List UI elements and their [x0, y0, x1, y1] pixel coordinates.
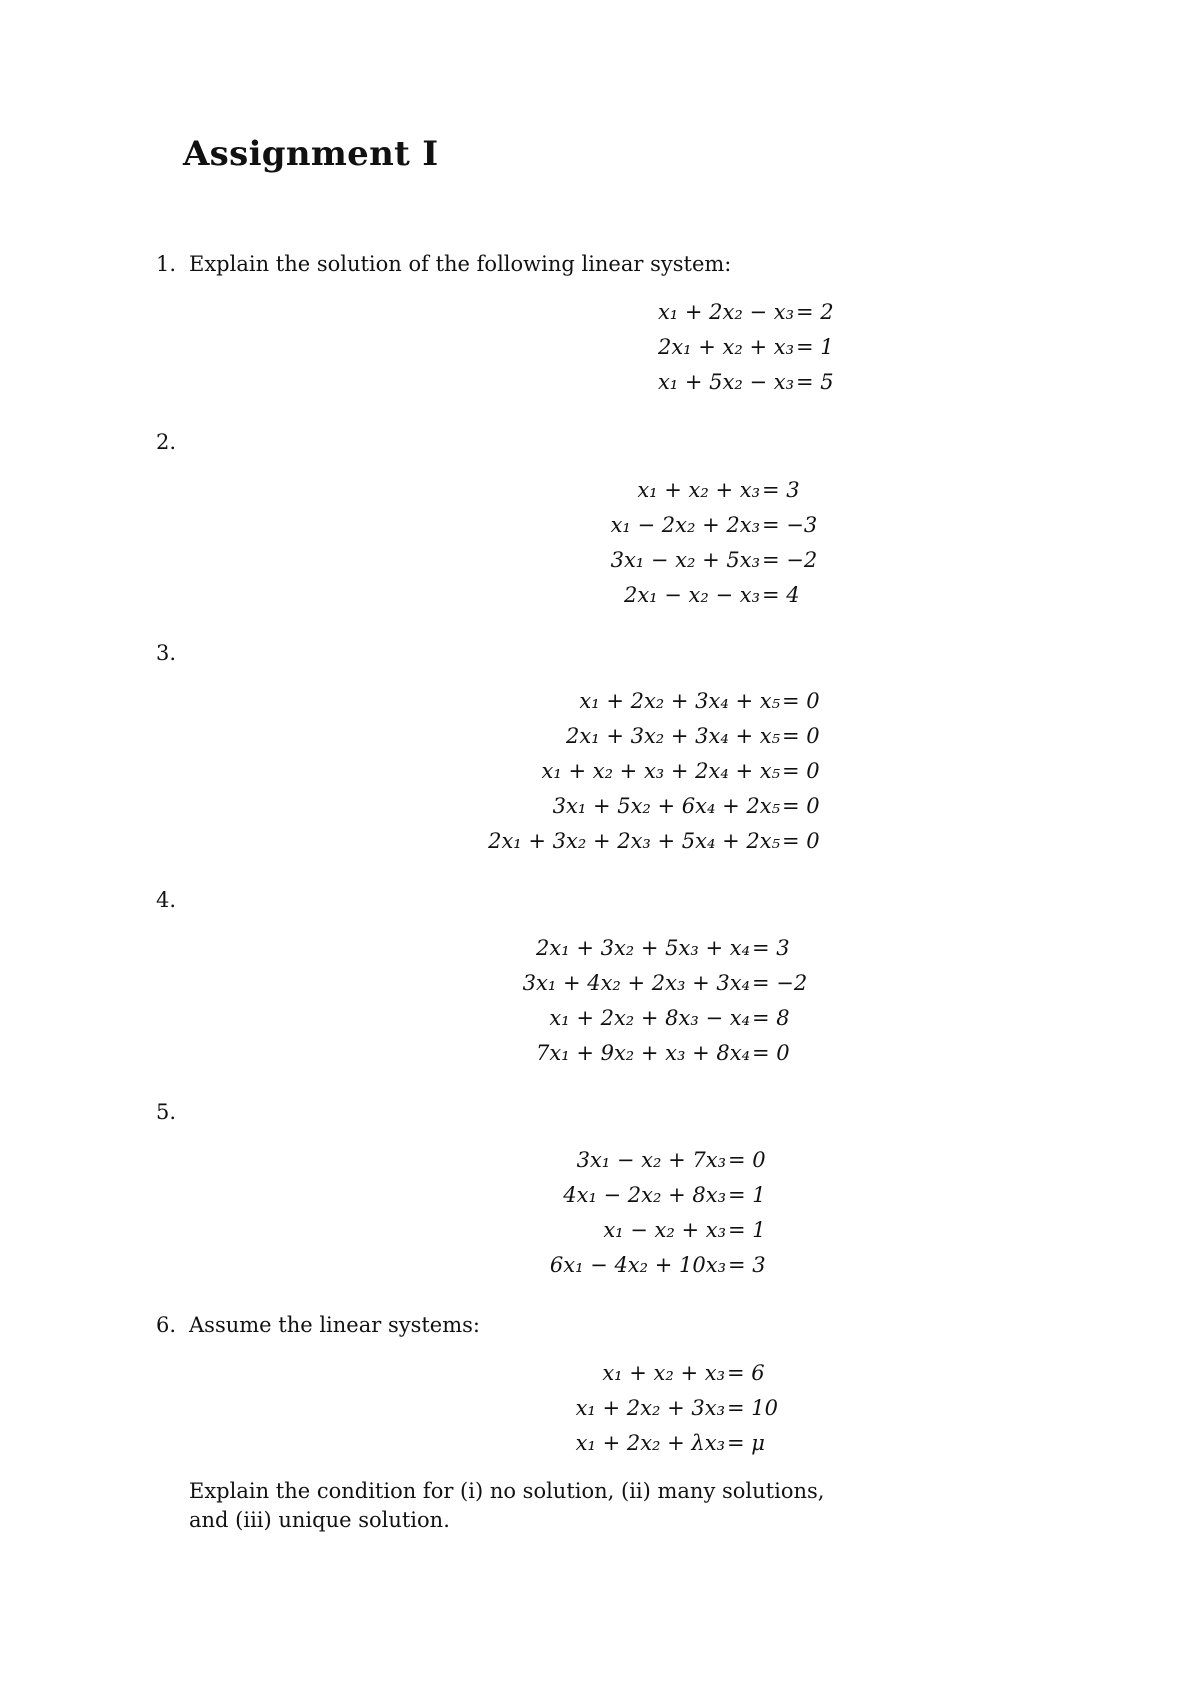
equation-lhs: 6x₁ − 4x₂ + 10x₃	[549, 1253, 726, 1277]
equation-rhs: = 3	[762, 478, 800, 502]
equation-lhs: x₁ + 5x₂ − x₃	[657, 370, 794, 394]
equation-rhs: = 3	[728, 1253, 766, 1277]
equation-rhs: = 0	[782, 829, 820, 853]
equation-rhs: = 5	[796, 370, 834, 394]
equation-lhs: 2x₁ + 3x₂ + 5x₃ + x₄	[536, 936, 750, 960]
equation-rhs: = 10	[727, 1396, 778, 1420]
equation-lhs: x₁ + 2x₂ − x₃	[657, 300, 794, 324]
problem-number: 2.	[156, 430, 177, 454]
equation-rhs: = 1	[796, 335, 834, 359]
equation-rhs: = −2	[752, 971, 808, 995]
equation-rhs: = 0	[782, 794, 820, 818]
problem-note	[189, 1477, 824, 1535]
equation-lhs: 2x₁ + 3x₂ + 3x₄ + x₅	[566, 724, 780, 748]
equation-rhs: = 0	[728, 1148, 766, 1172]
equation-rhs: = μ	[727, 1431, 765, 1455]
note-line: and (iii) unique solution.	[189, 1508, 450, 1532]
equation-rhs: = −2	[762, 548, 818, 572]
note-line: Explain the condition for (i) no solution, (ii) many solutions,	[189, 1479, 825, 1503]
problem-number: 4.	[156, 888, 177, 912]
equation-rhs: = 6	[727, 1361, 765, 1385]
problem-text: Assume the linear systems:	[189, 1313, 480, 1337]
equation-lhs: x₁ + x₂ + x₃ + 2x₄ + x₅	[541, 759, 780, 783]
equation-lhs: x₁ + 2x₂ + 8x₃ − x₄	[549, 1006, 750, 1030]
equation-lhs: x₁ + 2x₂ + 3x₃	[575, 1396, 725, 1420]
equation-rhs: = 0	[782, 759, 820, 783]
equation-rhs: = 8	[752, 1006, 790, 1030]
equation-rhs: = 0	[782, 724, 820, 748]
problem-number: 5.	[156, 1100, 177, 1124]
equation-rhs: = −3	[762, 513, 818, 537]
page-title: Assignment I	[183, 134, 439, 174]
equation-lhs: 4x₁ − 2x₂ + 8x₃	[563, 1183, 726, 1207]
equation-lhs: 2x₁ − x₂ − x₃	[623, 583, 760, 607]
problem-text: Explain the solution of the following linear system:	[189, 252, 732, 276]
equation-lhs: x₁ + x₂ + x₃	[637, 478, 760, 502]
equation-rhs: = 3	[752, 936, 790, 960]
equation-rhs: = 0	[752, 1041, 790, 1065]
equation-lhs: x₁ − x₂ + x₃	[603, 1218, 726, 1242]
equation-lhs: 3x₁ + 4x₂ + 2x₃ + 3x₄	[522, 971, 750, 995]
problem-number: 6.	[156, 1313, 177, 1337]
equation-lhs: 3x₁ − x₂ + 5x₃	[610, 548, 760, 572]
equation-lhs: 2x₁ + x₂ + x₃	[657, 335, 794, 359]
equation-lhs: 3x₁ + 5x₂ + 6x₄ + 2x₅	[552, 794, 780, 818]
problem-number: 1.	[156, 252, 177, 276]
equation-rhs: = 4	[762, 583, 800, 607]
equation-lhs: x₁ + 2x₂ + λx₃	[575, 1431, 725, 1455]
equation-lhs: x₁ − 2x₂ + 2x₃	[610, 513, 760, 537]
equation-rhs: = 1	[728, 1183, 766, 1207]
equation-lhs: x₁ + x₂ + x₃	[602, 1361, 725, 1385]
equation-lhs: 2x₁ + 3x₂ + 2x₃ + 5x₄ + 2x₅	[488, 829, 780, 853]
equation-lhs: 3x₁ − x₂ + 7x₃	[576, 1148, 726, 1172]
equation-lhs: x₁ + 2x₂ + 3x₄ + x₅	[579, 689, 780, 713]
equation-rhs: = 0	[782, 689, 820, 713]
problem-number: 3.	[156, 641, 177, 665]
equation-lhs: 7x₁ + 9x₂ + x₃ + 8x₄	[536, 1041, 750, 1065]
equation-rhs: = 1	[728, 1218, 766, 1242]
equation-rhs: = 2	[796, 300, 834, 324]
